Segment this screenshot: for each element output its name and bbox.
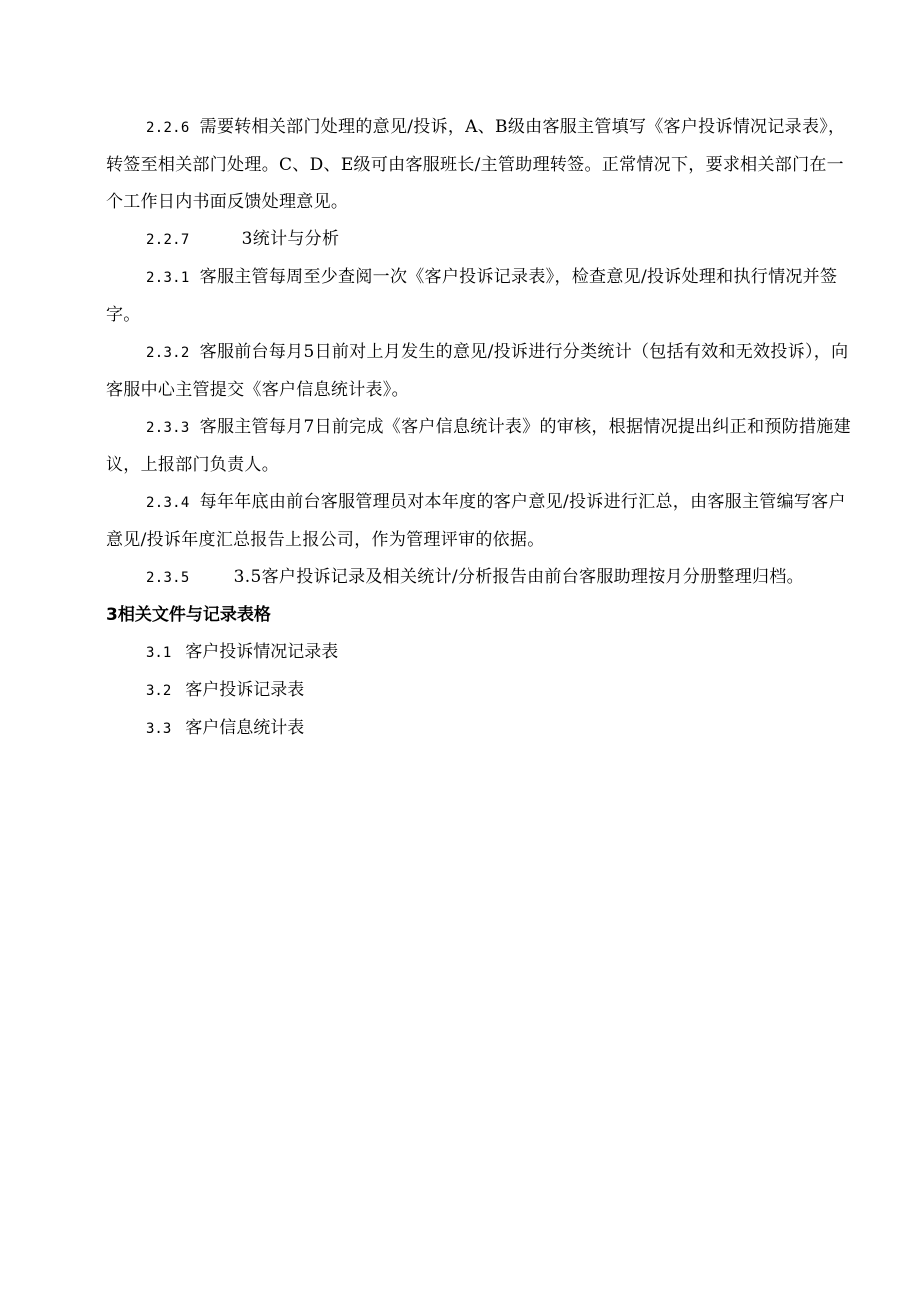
- clause-text: 3统计与分析: [241, 229, 340, 249]
- paragraph-2-3-5: [106, 559, 858, 597]
- paragraph-2-3-4: [106, 484, 858, 559]
- clause-text: 客服主管每月7日前完成《客户信息统计表》的审核，根据情况提出纠正和预防措施建议，上报部门负责人。: [106, 417, 851, 475]
- clause-number: 2.3.5: [146, 570, 190, 586]
- item-text: 客户投诉记录表: [185, 680, 305, 700]
- item-number: 3.3: [146, 721, 172, 737]
- paragraph-2-3-1: [106, 259, 858, 334]
- item-number: 3.2: [146, 683, 172, 699]
- clause-number: 2.3.4: [146, 495, 190, 511]
- paragraph-2-2-6: [106, 109, 858, 221]
- clause-text: 客服前台每月5日前对上月发生的意见/投诉进行分类统计（包括有效和无效投诉），向客服中心主管提交《客户信息统计表》。: [106, 342, 849, 400]
- paragraph-2-3-3: [106, 409, 858, 484]
- list-item: [106, 710, 858, 748]
- clause-text: 需要转相关部门处理的意见/投诉，A、B级由客服主管填写《客户投诉情况记录表》，转签至相关部门处理。C、D、E级可由客服班长/主管助理转签。正常情况下，要求相关部门在一个工作日内书面反馈处理意见。: [106, 117, 846, 212]
- clause-number: 2.3.3: [146, 420, 190, 436]
- clause-number: 2.2.6: [146, 120, 190, 136]
- clause-number: 2.2.7: [146, 232, 190, 248]
- item-number: 3.1: [146, 645, 172, 661]
- list-item: [106, 672, 858, 710]
- clause-text: 每年年底由前台客服管理员对本年度的客户意见/投诉进行汇总，由客服主管编写客户意见/投诉年度汇总报告上报公司，作为管理评审的依据。: [106, 492, 846, 550]
- section-heading: 3相关文件与记录表格: [106, 605, 271, 625]
- paragraph-2-2-7: [106, 221, 858, 259]
- clause-text: 3.5客户投诉记录及相关统计/分析报告由前台客服助理按月分册整理归档。: [233, 567, 804, 587]
- document-page: [106, 109, 858, 748]
- clause-number: 2.3.2: [146, 345, 190, 361]
- list-item: [106, 634, 858, 672]
- paragraph-2-3-2: [106, 334, 858, 409]
- item-text: 客户投诉情况记录表: [185, 642, 339, 662]
- clause-number: 2.3.1: [146, 270, 190, 286]
- clause-text: 客服主管每周至少查阅一次《客户投诉记录表》，检查意见/投诉处理和执行情况并签字。: [106, 267, 838, 325]
- item-text: 客户信息统计表: [185, 718, 305, 738]
